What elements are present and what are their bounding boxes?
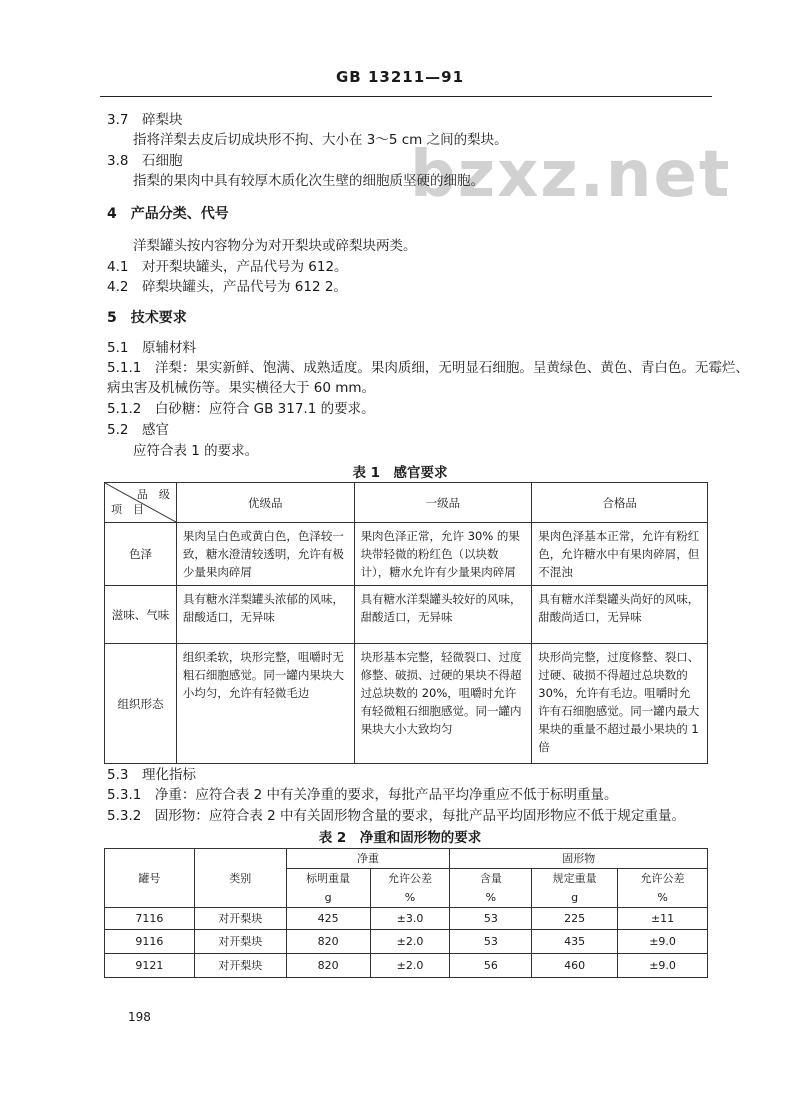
- table-row: [105, 930, 708, 954]
- table-2-caption: 表 2 净重和固形物的要求: [318, 830, 482, 846]
- section-5-3-1: 5.3.1 净重：应符合表 2 中有关净重的要求，每批产品平均净重应不低于标明重量。: [107, 787, 618, 803]
- table-2-header-cell: 类别: [194, 849, 286, 908]
- section-3-8-text: 指梨的果肉中具有较厚木质化次生壁的细胞质坚硬的细胞。: [133, 173, 484, 189]
- section-5-1-1-line1: 5.1.1 洋梨：果实新鲜、饱满、成熟适度。果肉质细，无明显石细胞。呈黄绿色、黄色、青白色。无霉烂、: [107, 360, 749, 376]
- table-2-cell: 820: [286, 930, 370, 954]
- table-1-header-cell: 优级品: [176, 483, 354, 523]
- section-4-1: 4.1 对开梨块罐头，产品代号为 612。: [107, 259, 348, 275]
- section-5-1: 5.1 原辅材料: [107, 340, 196, 356]
- table-2-unit-cell: %: [370, 888, 450, 908]
- table-2-cell: 460: [532, 954, 618, 978]
- table-2-cell: 53: [450, 930, 532, 954]
- table-2-header-cell: 净重: [286, 849, 450, 869]
- table-2-cell: 对开梨块: [194, 954, 286, 978]
- table-2-header-cell: 罐号: [105, 849, 195, 908]
- table-2-unit-cell: %: [618, 888, 708, 908]
- corner-bottom-label: 项 目: [111, 503, 144, 516]
- section-3-8-heading: [107, 151, 182, 171]
- section-number: 3.7: [107, 112, 129, 128]
- table-2-unit-cell: g: [286, 888, 370, 908]
- table-2-subheader-cell: 规定重量: [532, 869, 618, 889]
- table-2-subheader-cell: 允许公差: [618, 869, 708, 889]
- table-2-cell: 对开梨块: [194, 930, 286, 954]
- sensory-requirements-table: [104, 482, 708, 764]
- table-2-cell: 对开梨块: [194, 908, 286, 930]
- section-number: 5: [107, 310, 117, 326]
- table-2-subheader-cell: 标明重量: [286, 869, 370, 889]
- table-1-cell: 组织柔软，块形完整，咀嚼时无粗石细胞感觉。同一罐内果块大小均匀，允许有轻微毛边: [176, 644, 354, 764]
- section-4-heading: [107, 204, 229, 224]
- table-2-cell: ±9.0: [618, 954, 708, 978]
- section-title: 技术要求: [130, 310, 187, 326]
- table-2-cell: ±11: [618, 908, 708, 930]
- table-2-subheader-cell: 含量: [450, 869, 532, 889]
- table-2-cell: ±2.0: [370, 954, 450, 978]
- table-2-cell: 56: [450, 954, 532, 978]
- table-2-cell: 435: [532, 930, 618, 954]
- table-row: [105, 523, 708, 586]
- section-5-2: 5.2 感官: [107, 422, 169, 438]
- section-number: 4: [107, 206, 117, 222]
- section-5-3-2: 5.3.2 固形物：应符合表 2 中有关固形物含量的要求，每批产品平均固形物应不低于规定重量。: [107, 808, 686, 824]
- table-1-header-cell: 一级品: [354, 483, 532, 523]
- table-1-cell: 果肉色泽基本正常，允许有粉红色，允许糖水中有果肉碎屑，但不混浊: [532, 523, 708, 586]
- table-1-cell: 果肉色泽正常，允许 30% 的果块带轻微的粉红色（以块数计），糖水允许有少量果肉碎屑: [354, 523, 532, 586]
- document-header: GB 13211—91: [335, 68, 465, 86]
- table-2-header-cell: 固形物: [450, 849, 708, 869]
- section-5-1-1-line2: 病虫害及机械伤等。果实横径大于 60 mm。: [107, 380, 376, 396]
- section-title: 碎梨块: [141, 112, 183, 128]
- table-row: [105, 586, 708, 644]
- table-1-caption: 表 1 感官要求: [352, 465, 448, 481]
- section-5-1-2: 5.1.2 白砂糖：应符合 GB 317.1 的要求。: [107, 401, 375, 417]
- table-1-cell: 块形基本完整，轻微裂口、过度修整、破损、过硬的果块不得超过总块数的 20%，咀嚼时允许有轻微粗石细胞感觉。同一罐内果块大小大致均匀: [354, 644, 532, 764]
- table-2-cell: ±2.0: [370, 930, 450, 954]
- table-1-cell: 块形尚完整，过度修整、裂口、过硬、破损不得超过总块数的 30%，允许有毛边。咀嚼时允许有石细胞感觉。同一罐内最大果块的重量不超过最小果块的 1 倍: [532, 644, 708, 764]
- table-1-item-cell: 滋味、气味: [105, 586, 177, 644]
- table-2-cell: 9121: [105, 954, 195, 978]
- header-rule: [100, 96, 712, 97]
- table-2-cell: 7116: [105, 908, 195, 930]
- table-row: [105, 644, 708, 764]
- table-1-header-cell: 合格品: [532, 483, 708, 523]
- section-title: 石细胞: [141, 153, 183, 169]
- table-1-item-cell: 色泽: [105, 523, 177, 586]
- table-2-unit-cell: %: [450, 888, 532, 908]
- net-weight-solids-table: [104, 848, 708, 978]
- section-5-2-text: 应符合表 1 的要求。: [133, 443, 259, 459]
- section-3-7-heading: [107, 110, 182, 130]
- table-2-unit-cell: g: [532, 888, 618, 908]
- table-2-cell: 225: [532, 908, 618, 930]
- page-number: 198: [128, 1010, 151, 1024]
- watermark: bzxz.net: [410, 138, 732, 212]
- table-1-cell: 具有糖水洋梨罐头较好的风味，甜酸适口，无异味: [354, 586, 532, 644]
- table-2-cell: ±3.0: [370, 908, 450, 930]
- table-row: [105, 954, 708, 978]
- section-4-2: 4.2 碎梨块罐头，产品代号为 612 2。: [107, 279, 347, 295]
- table-2-cell: ±9.0: [618, 930, 708, 954]
- section-number: 3.8: [107, 153, 129, 169]
- section-3-7-text: 指将洋梨去皮后切成块形不拘、大小在 3～5 cm 之间的梨块。: [133, 132, 508, 148]
- table-1-cell: 果肉呈白色或黄白色，色泽较一致，糖水澄清较透明，允许有极少量果肉碎屑: [176, 523, 354, 586]
- table-2-subheader-cell: 允许公差: [370, 869, 450, 889]
- table-2-cell: 425: [286, 908, 370, 930]
- table-1-corner-cell: [105, 483, 177, 523]
- table-2-cell: 9116: [105, 930, 195, 954]
- corner-top-label: 品 级: [136, 488, 170, 501]
- section-5-3: 5.3 理化指标: [107, 767, 196, 783]
- section-5-heading: [107, 308, 187, 328]
- section-title: 产品分类、代号: [130, 206, 229, 222]
- table-row: [105, 908, 708, 930]
- table-2-cell: 820: [286, 954, 370, 978]
- table-1-cell: 具有糖水洋梨罐头尚好的风味，甜酸尚适口，无异味: [532, 586, 708, 644]
- table-1-item-cell: 组织形态: [105, 644, 177, 764]
- section-4-intro: 洋梨罐头按内容物分为对开梨块或碎梨块两类。: [133, 238, 417, 254]
- table-1-cell: 具有糖水洋梨罐头浓郁的风味，甜酸适口，无异味: [176, 586, 354, 644]
- table-2-cell: 53: [450, 908, 532, 930]
